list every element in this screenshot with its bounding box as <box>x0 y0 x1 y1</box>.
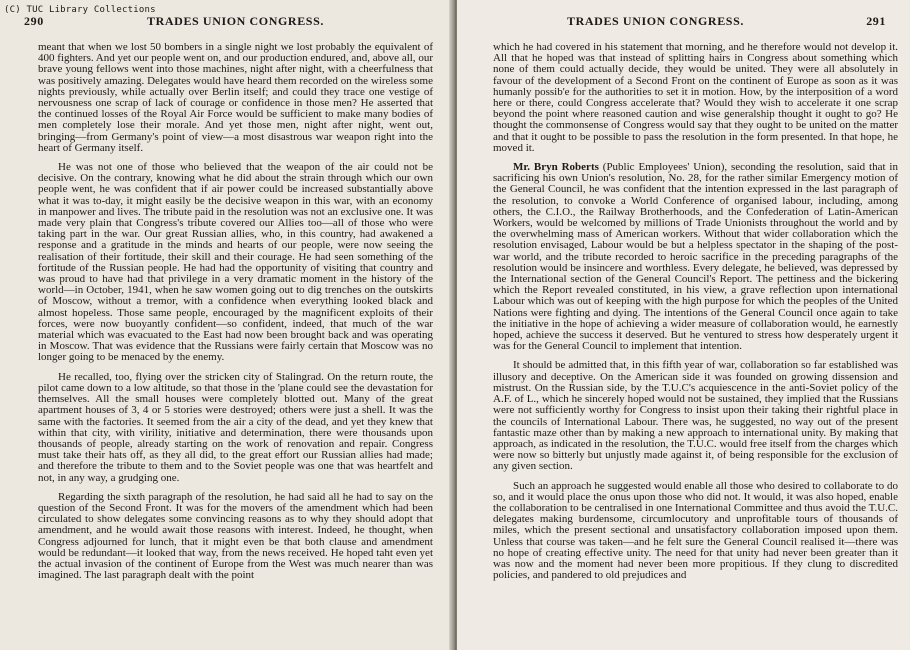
right-running-head <box>493 14 898 42</box>
right-body-text <box>493 42 898 581</box>
left-paragraph: Regarding the sixth paragraph of the resolution, he had said all he had to say on the question of the Second Front. It was for the movers of the amendment which had been circulated to show delegates some convincing reasons as to why they should adopt that amendment, and he would await those reasons with interest. Indeed, he thought, when Congress adjourned for lunch, that it might even be that both clause and amendment would be redundant—it looked that way, from the news received. He hoped taht even yet the actual invasion of the continent of Europe from the West was much nearer than was imagined. The last paragraph dealt with the point <box>38 490 433 582</box>
left-running-head <box>24 14 433 42</box>
speaker-name: Mr. Bryn Roberts <box>513 161 599 174</box>
speaker-remarks: (Public Employees' Union), seconding the resolution, said that in sacrificing his own Union's resolution, No. 28, for the rather similar Emergency motion of the General Council, he was confident that the intention expressed in the last paragraph of the resolution, to convoke a World Conference of organised labour, including, among others, the C.I.O., the Railway Brotherhoods, and the Confederation of Latin-American Workers, would be welcomed by millions of Trade Unionists throughout the world and by the overwhelming mass of American workers. Without that wider collaboration which the resolution envisaged, Labour would be but a helpless spectator in the shaping of the post-war world, and the tribute recorded to heroic sacrifice in the preceding paragraphs of the resolution would be insincere and worthless. Every delegate, he believed, was depressed by the International section of the General Council's Report. The pettiness and the bickering which the Report revealed constituted, in his view, a grave reflection upon international Labour which was out of keeping with the high purpose for which the peoples of the United Nations were fighting and dying. The intentions of the General Council once again to take the initiative in the hope of achieving a wider measure of collaboration would, he earnestly hoped, achieve the success it deserved. But he ventured to stress how desperately urgent it was for the General Council to implement that intention. <box>493 161 898 353</box>
right-paragraph: which he had covered in his statement that morning, and he therefore would not develop it. All that he hoped was that instead of splitting hairs in Congress about something which none of them could actually decide, they would be united. They were all absolutely in favour of the development of a Second Front on the continent of Europe as soon as it was humanly possib'e for the authorities to set it in motion. How, by the interposition of a word here or there, could Congress accelerate that? Would they wish to accelerate it one scrap beyond the point where reasoned caution and wise generalship thought it ought to go? He thought the commonsense of Congress would say that they ought to be united on the matter and that it ought to be possible to pass the resolution in the form presented. In that hope, he moved it. <box>493 41 898 154</box>
left-paragraph: He was not one of those who believed that the weapon of the air could not be decisive. On the contrary, knowing what he did about the strain through which our own people went, he was confident that if air power could be increased substantially above what it was to-day, it might easily be the decisive weapon in this war, with an economy in manpower and lives. The tribute paid in the resolution was not an exclusive one. It was made very plain that Congress's tribute covered our Allies too—all of those who were taking part in the war. Our great Russian allies, who, in this country, had awakened a response and a gratitude in the minds and hearts of our people, were now seeing the realisation of their fortitude, their skill and their courage. He had seen something of the fortitude of the Russian people. He had had the opportunity of visiting that country and was proud to have had that privilege in a very dramatic moment in the history of the world—in October, 1941, when he saw women going out to dig trenches on the outskirts of Moscow, without a tremor, with a confidence when everything looked black and almost hopeless. Those same people, encouraged by the magnificent exploits of their forces, were now buoyantly confident—so confident, indeed, that much of the war material which was evacuated to the East had now been brought back and was operating in Moscow. That was evidence that the Russians were fairly certain that Moscow was no longer going to be menaced by the enemy. <box>38 161 433 364</box>
left-body-text <box>38 42 433 581</box>
right-page-number: 291 <box>866 14 886 28</box>
left-paragraph: meant that when we lost 50 bombers in a single night we lost probably the equivalent of 400 fighters. And yet our people went on, and our production endured, and, above all, our brave young fellows went into those machines, night after night, with a cheerfulness that was positively amazing. Delegates would have heard them recorded on the wireless some nights previously, while actually over Berlin itself; and could they trace one vestige of nervousness one scrap of lack of courage or confidence in those men? He asserted that the continued losses of the Royal Air Force would be sufficient to make many bodies of men completely lose their morale. And yet those men, night after night, went out, bringing—from Germany's point of view—a most disastrous war weapon right into the heart of Germany itself. <box>38 41 433 154</box>
right-paragraph: It should be admitted that, in this fifth year of war, collaboration so far established was illusory and deceptive. On the American side it was founded on growing dissension and mistrust. On the Russian side, by the T.U.C's acquiescence in the anti-Soviet policy of the A.F. of L., which he sincerely hoped would not be sustained, they implied that the Russians were not sufficiently worthy for Congress to insist upon their taking their rightful place in the councils of International Labour. There was, he suggested, no way out of the present fantastic maze other than by making a new approach to international unity. By making that approach, as indicated in the resolution, the T.U.C. would free itself from the charges which were now so bitterly but unjustly made against it, of being responsible for the exclusion of any given section. <box>493 359 898 473</box>
left-page <box>0 0 453 650</box>
right-page <box>457 0 910 650</box>
right-paragraph: Such an approach he suggested would enable all those who desired to collaborate to do so, and it would place the onus upon those who did not. It would, it was also hoped, enable the collaboration to be centralised in one International Committee and thus avoid the T.U.C. delegates making burdensome, circumlocutory and unprofitable tours of thousands of miles, which the present sectional and unsatisfactory collaboration imposed upon them. Unless that course was taken—and he felt sure the General Council realised it—there was no hope of creating effective unity. The need for that unity had never been greater than it was now and the moment had never been more propitious. If they clung to discredited policies, and pandered to old prejudices and <box>493 479 898 582</box>
left-paragraph: He recalled, too, flying over the stricken city of Stalingrad. On the return route, the pilot came down to a low altitude, so that those in the 'plane could see the devastation for themselves. All the small houses were completely blotted out. Many of the great apartment houses of 3, 4 or 5 stories were destroyed; others were just a shell. It was the same with the factories. It seemed from the air a city of the dead, and yet they knew that within that city, with virility, initiative and determination, there were thousands upon thousands of people, already starting on the work of renovation and repair. Congress must take their hats off, as they all did, to the great effort our Russian allies had made; and therefore the tribute to them and to the Soviet people was one that was heartfelt and not, in any way, a grudging one. <box>38 370 433 484</box>
right-running-title: TRADES UNION CONGRESS. <box>567 14 744 28</box>
left-running-title: TRADES UNION CONGRESS. <box>147 14 324 28</box>
copyright-watermark: (C) TUC Library Collections <box>4 5 156 15</box>
right-paragraph-speaker <box>493 162 898 352</box>
left-page-number: 290 <box>24 14 44 28</box>
